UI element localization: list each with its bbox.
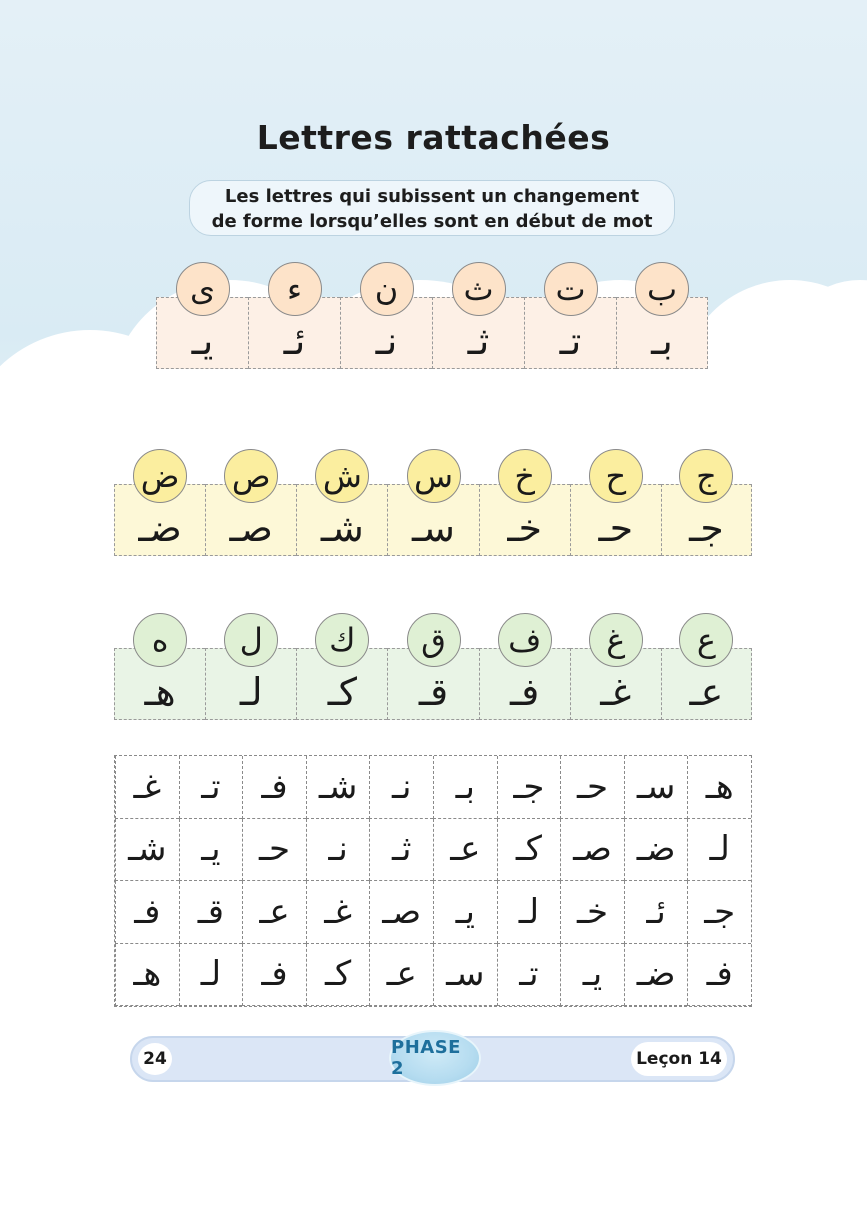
letters-row-3 (114, 621, 752, 722)
letter-card (616, 270, 708, 369)
initial-form: يـ (191, 319, 214, 363)
isolated-letter: ب (635, 262, 689, 316)
letter-card (479, 621, 570, 720)
grid-cell: يـ (433, 881, 497, 944)
letter-card (661, 621, 752, 720)
grid-cell: فـ (242, 756, 306, 819)
letters-row-1 (156, 270, 708, 371)
grid-cell: لـ (497, 881, 561, 944)
grid-cell: كـ (497, 819, 561, 882)
grid-cell: غـ (115, 756, 179, 819)
isolated-letter: ى (176, 262, 230, 316)
initial-form: خـ (507, 506, 542, 550)
letter-card (205, 457, 296, 556)
letter-card (479, 457, 570, 556)
isolated-letter: خ (498, 449, 552, 503)
isolated-letter: ت (544, 262, 598, 316)
lesson-label: Leçon 14 (631, 1042, 727, 1076)
grid-cell: حـ (242, 819, 306, 882)
page-number: 24 (138, 1043, 172, 1075)
initial-form: بـ (651, 319, 673, 363)
grid-cell: شـ (115, 819, 179, 882)
letters-row-2 (114, 457, 752, 558)
initial-form: غـ (600, 670, 632, 714)
phase-badge: PHASE 2 (389, 1030, 481, 1086)
grid-cell: نـ (369, 756, 433, 819)
grid-cell: سـ (624, 756, 688, 819)
grid-cell: سـ (433, 944, 497, 1007)
practice-grid (114, 755, 752, 1007)
letter-card (387, 621, 478, 720)
grid-cell: صـ (369, 881, 433, 944)
letter-card (114, 457, 205, 556)
initial-form: قـ (418, 670, 449, 714)
initial-form: تـ (559, 319, 582, 363)
grid-cell: لـ (687, 819, 751, 882)
isolated-letter: ش (315, 449, 369, 503)
grid-cell: ئـ (624, 881, 688, 944)
letter-card (156, 270, 248, 369)
grid-cell: هـ (687, 756, 751, 819)
isolated-letter: ل (224, 613, 278, 667)
grid-cell: غـ (306, 881, 370, 944)
initial-form: فـ (509, 670, 540, 714)
isolated-letter: ك (315, 613, 369, 667)
isolated-letter: ف (498, 613, 552, 667)
initial-form: صـ (229, 506, 273, 550)
page-footer (130, 1036, 735, 1082)
initial-form: جـ (689, 506, 724, 550)
grid-cell: تـ (497, 944, 561, 1007)
initial-form: ضـ (138, 506, 182, 550)
grid-cell: نـ (306, 819, 370, 882)
grid-cell: هـ (115, 944, 179, 1007)
isolated-letter: س (407, 449, 461, 503)
isolated-letter: ص (224, 449, 278, 503)
isolated-letter: ء (268, 262, 322, 316)
initial-form: شـ (320, 506, 364, 550)
initial-form: لـ (239, 670, 263, 714)
grid-cell: خـ (560, 881, 624, 944)
initial-form: ثـ (467, 319, 490, 363)
grid-cell: ضـ (624, 819, 688, 882)
grid-cell: يـ (560, 944, 624, 1007)
initial-form: سـ (412, 506, 455, 550)
initial-form: كـ (327, 670, 357, 714)
grid-cell: ضـ (624, 944, 688, 1007)
grid-cell: صـ (560, 819, 624, 882)
isolated-letter: ق (407, 613, 461, 667)
isolated-letter: ض (133, 449, 187, 503)
grid-cell: كـ (306, 944, 370, 1007)
subtitle-line-1: Les lettres qui subissent un changement (224, 186, 640, 207)
isolated-letter: ح (589, 449, 643, 503)
grid-cell: يـ (179, 819, 243, 882)
grid-cell: جـ (687, 881, 751, 944)
letter-card (114, 621, 205, 720)
initial-form: عـ (689, 670, 724, 714)
grid-cell: عـ (433, 819, 497, 882)
letter-card (387, 457, 478, 556)
grid-cell: بـ (433, 756, 497, 819)
letter-card (340, 270, 432, 369)
isolated-letter: ث (452, 262, 506, 316)
grid-cell: فـ (115, 881, 179, 944)
letter-card (432, 270, 524, 369)
isolated-letter: ع (679, 613, 733, 667)
letter-card (570, 457, 661, 556)
letter-card (570, 621, 661, 720)
grid-cell: فـ (687, 944, 751, 1007)
initial-form: ئـ (283, 319, 306, 363)
grid-cell: لـ (179, 944, 243, 1007)
grid-cell: فـ (242, 944, 306, 1007)
isolated-letter: ن (360, 262, 414, 316)
letter-card (205, 621, 296, 720)
letter-card (296, 457, 387, 556)
grid-cell: قـ (179, 881, 243, 944)
grid-cell: عـ (242, 881, 306, 944)
letter-card (296, 621, 387, 720)
grid-cell: ثـ (369, 819, 433, 882)
isolated-letter: ج (679, 449, 733, 503)
grid-cell: جـ (497, 756, 561, 819)
letter-card (661, 457, 752, 556)
grid-cell: حـ (560, 756, 624, 819)
initial-form: هـ (144, 670, 176, 714)
subtitle-line-2: de forme lorsqu’elles sont en début de mot (211, 211, 653, 232)
grid-cell: شـ (306, 756, 370, 819)
subtitle-box (189, 180, 675, 236)
isolated-letter: غ (589, 613, 643, 667)
isolated-letter: ه (133, 613, 187, 667)
grid-cell: عـ (369, 944, 433, 1007)
grid-cell: تـ (179, 756, 243, 819)
initial-form: نـ (375, 319, 398, 363)
letter-card (248, 270, 340, 369)
initial-form: حـ (598, 506, 634, 550)
letter-card (524, 270, 616, 369)
page-title: Lettres rattachées (256, 118, 611, 157)
